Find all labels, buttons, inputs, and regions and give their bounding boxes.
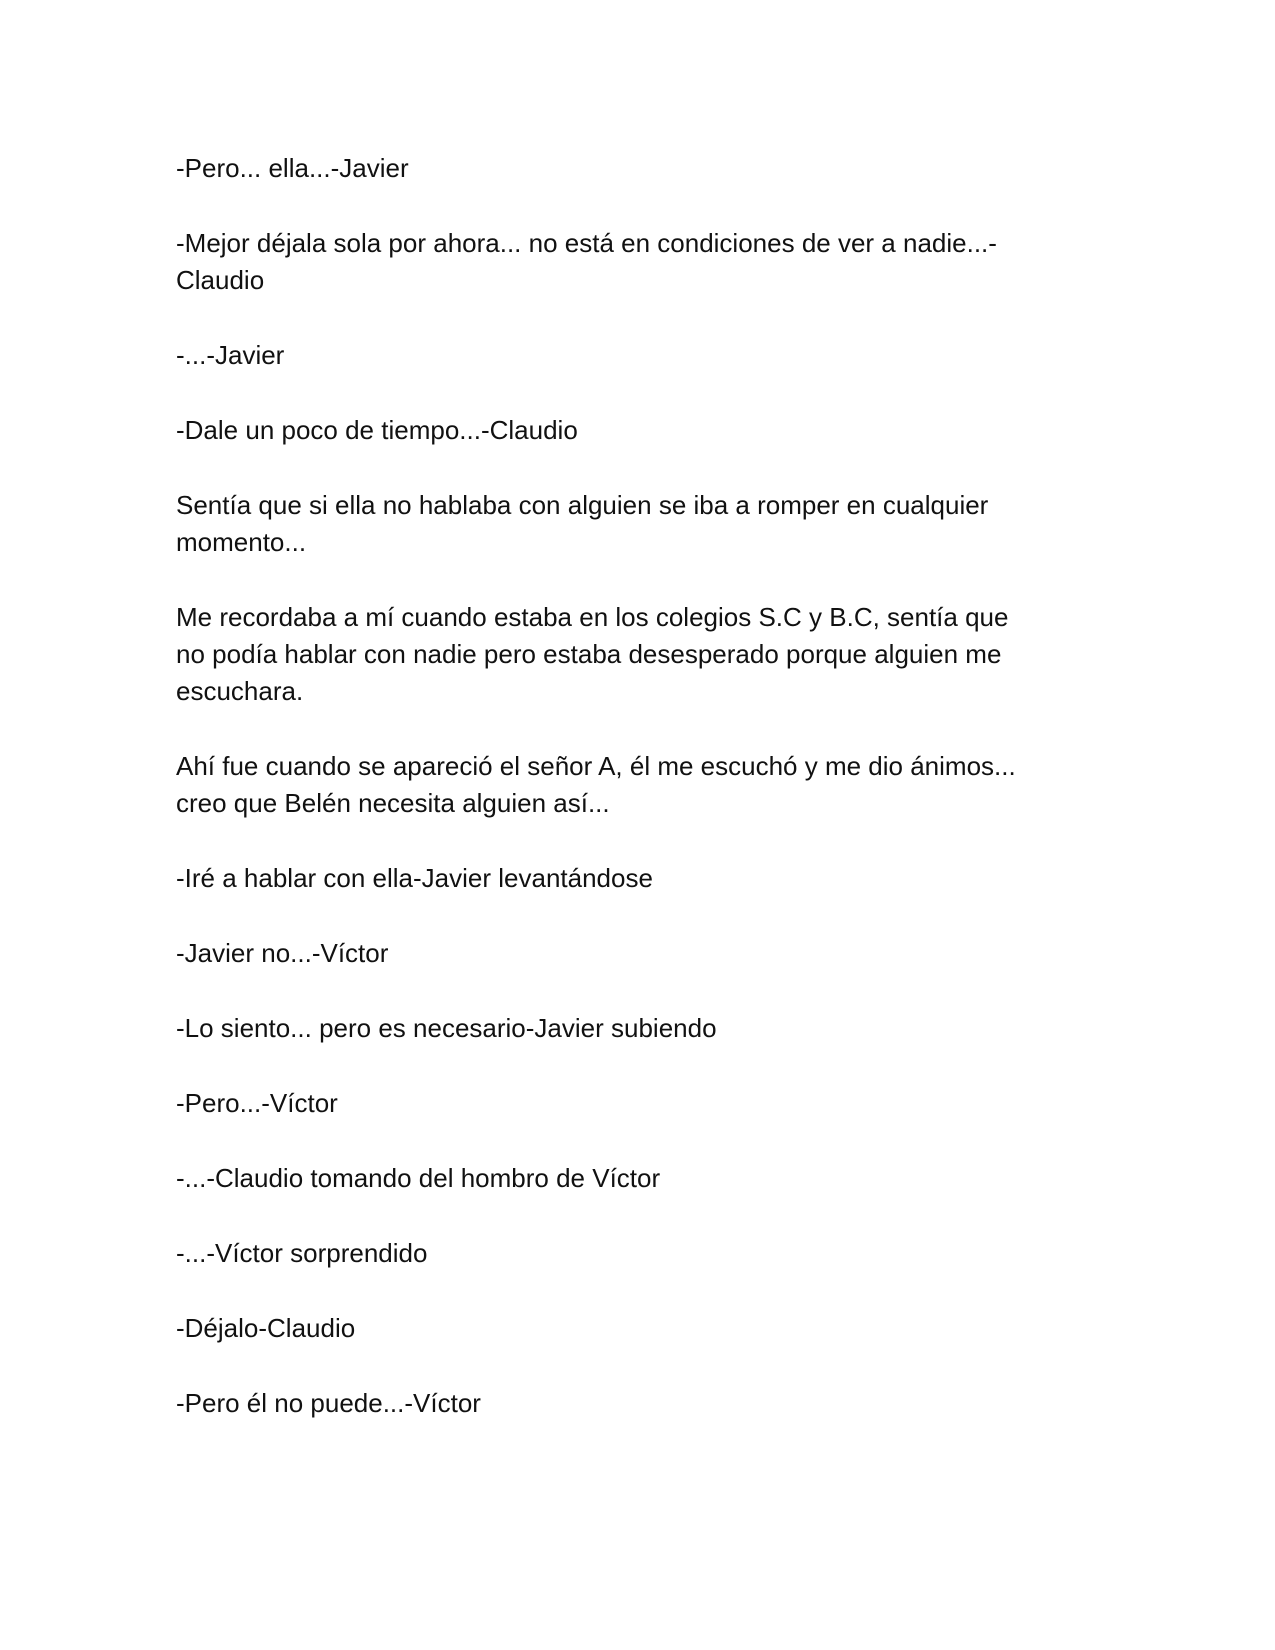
paragraph: -Dale un poco de tiempo...-Claudio (176, 415, 578, 445)
paragraph: -Pero él no puede...-Víctor (176, 1388, 481, 1418)
document-body (176, 150, 1096, 1460)
paragraph: Ahí fue cuando se apareció el señor A, él me escuchó y me dio ánimos... creo que Belén necesita alguien así... (176, 751, 1016, 818)
paragraph: -Mejor déjala sola por ahora... no está en condiciones de ver a nadie...- Claudio (176, 228, 997, 295)
paragraph: -Déjalo-Claudio (176, 1313, 356, 1343)
paragraph: -...-Javier (176, 340, 285, 370)
paragraph: -...-Víctor sorprendido (176, 1238, 428, 1268)
paragraph: -...-Claudio tomando del hombro de Víctor (176, 1163, 661, 1193)
paragraph: Me recordaba a mí cuando estaba en los colegios S.C y B.C, sentía que no podía hablar con nadie pero estaba desesperado porque alguien me escuchara. (176, 602, 1009, 706)
paragraph: -Pero... ella...-Javier (176, 153, 409, 183)
paragraph: Sentía que si ella no hablaba con alguien se iba a romper en cualquier momento... (176, 490, 989, 557)
paragraph: -Pero...-Víctor (176, 1088, 338, 1118)
paragraph: -Javier no...-Víctor (176, 938, 389, 968)
paragraph: -Lo siento... pero es necesario-Javier subiendo (176, 1013, 717, 1043)
paragraph: -Iré a hablar con ella-Javier levantándose (176, 863, 653, 893)
